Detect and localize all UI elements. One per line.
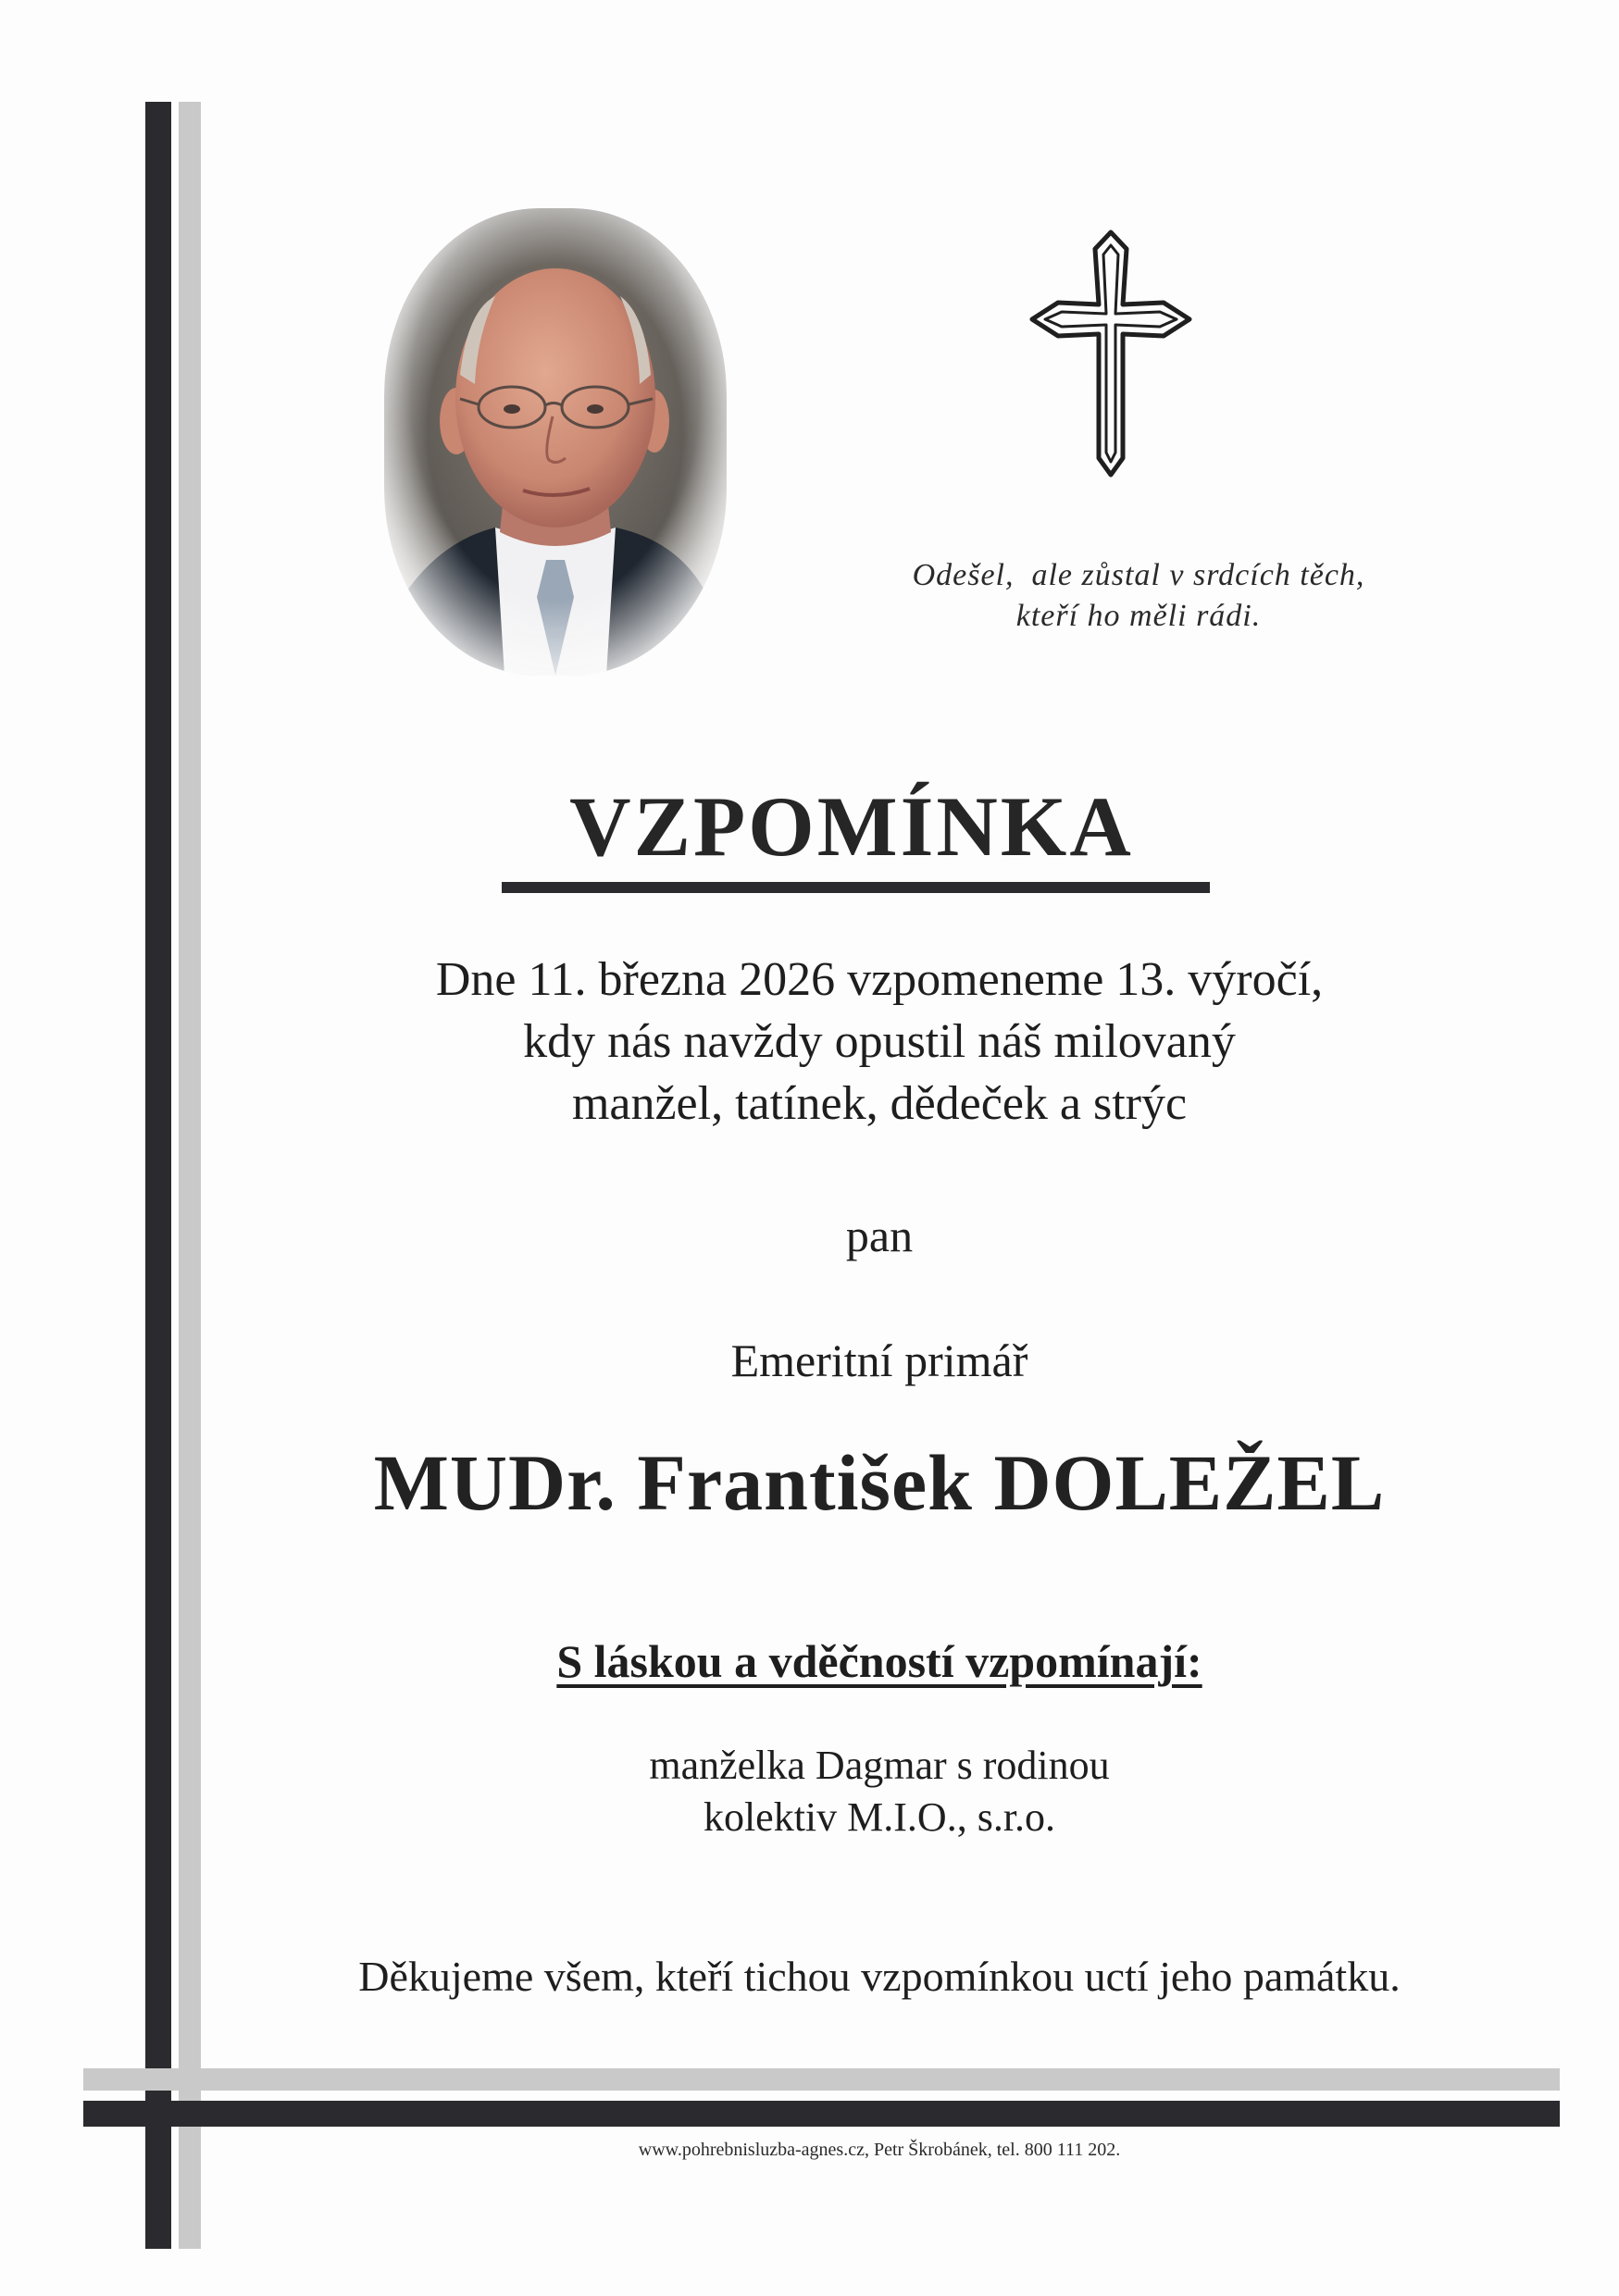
portrait-photo	[384, 208, 727, 676]
intro-text	[213, 949, 1546, 1135]
border-line-horizontal-dark	[83, 2101, 1560, 2127]
mourners-heading	[213, 1633, 1546, 1689]
footer-contact: www.pohrebnisluzba-agnes.cz, Petr Škrobánek, tel. 800 111 202.	[638, 2140, 1121, 2160]
cross-icon	[1023, 227, 1199, 486]
page-title: VZPOMÍNKA	[569, 779, 1134, 874]
deceased-name: MUDr. František DOLEŽEL	[373, 1438, 1386, 1527]
border-line-vertical-dark	[145, 102, 171, 2249]
mourner-item: kolektiv M.I.O., s.r.o.	[703, 1794, 1056, 1840]
mourner-item: manželka Dagmar s rodinou	[649, 1743, 1110, 1788]
motto	[815, 555, 1463, 637]
honorific: pan	[845, 1210, 914, 1261]
motto-line-2: kteří ho měli rádi.	[1015, 599, 1262, 633]
role-title: Emeritní primář	[730, 1334, 1028, 1386]
border-line-horizontal-light	[83, 2068, 1560, 2091]
intro-line-1: Dne 11. března 2026 vzpomeneme 13. výročí,	[435, 953, 1324, 1006]
border-line-vertical-light	[179, 102, 201, 2249]
mourners-heading-text: S láskou a vděčností vzpomínají:	[556, 1635, 1202, 1687]
intro-line-3: manžel, tatínek, dědeček a strýc	[571, 1077, 1188, 1130]
intro-line-2: kdy nás navždy opustil náš milovaný	[523, 1015, 1236, 1068]
mourners-list	[213, 1740, 1546, 1843]
title-underline	[502, 882, 1210, 893]
motto-line-1: Odešel, ale zůstal v srdcích těch,	[912, 558, 1365, 592]
thanks-text: Děkujeme všem, kteří tichou vzpomínkou uctí jeho památku.	[358, 1953, 1401, 2000]
